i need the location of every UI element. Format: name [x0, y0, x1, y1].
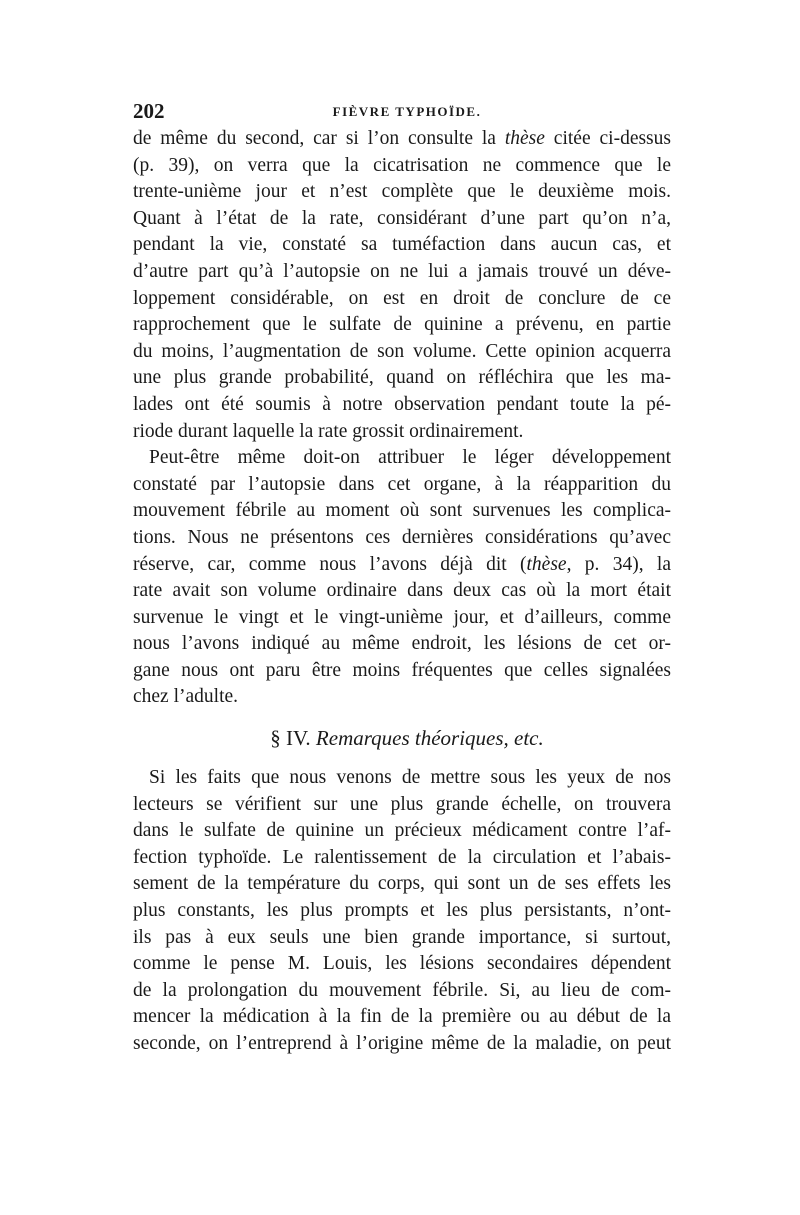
- section-heading: [133, 723, 671, 753]
- text-line: fection typhoïde. Le ralentissement de la circulation et l’abais-: [133, 846, 671, 868]
- text-line: une plus grande probabilité, quand on réfléchira que les ma-: [133, 367, 671, 389]
- text-line: gane nous ont paru être moins fréquentes que celles signalées: [133, 659, 671, 681]
- paragraph-1: [133, 126, 671, 445]
- paragraph-2: [133, 445, 671, 711]
- running-head: [133, 96, 671, 126]
- paragraph-3: [133, 765, 671, 1058]
- text-line: de la prolongation du mouvement fébrile. Si, au lieu de com-: [133, 979, 671, 1001]
- italic-term: thèse: [504, 128, 545, 149]
- text-line: (p. 39), on verra que la cicatrisation ne commence que le: [133, 154, 671, 176]
- text-line: tions. Nous ne présentons ces dernières considérations qu’avec: [133, 526, 671, 548]
- text-line: Peut-être même doit-on attribuer le léger développement: [149, 447, 671, 469]
- text-line: lades ont été soumis à notre observation pendant toute la pé-: [133, 393, 671, 415]
- text-line: du moins, l’augmentation de son volume. Cette opinion acquerra: [133, 340, 671, 362]
- text-line: réserve, car, comme nous l’avons déjà dit (thèse, p. 34), la: [133, 553, 671, 575]
- text-line: survenue le vingt et le vingt-unième jour, et d’ailleurs, comme: [133, 606, 671, 628]
- text-line: pendant la vie, constaté sa tuméfaction dans aucun cas, et: [133, 234, 671, 256]
- text-line: plus constants, les plus prompts et les plus persistants, n’ont-: [133, 900, 671, 922]
- text-line: sement de la température du corps, qui sont un de ses effets les: [133, 873, 671, 895]
- text-line: mencer la médication à la fin de la première ou au début de la: [133, 1006, 671, 1028]
- text-line: riode durant laquelle la rate grossit ordinairement.: [133, 420, 524, 442]
- running-title: FIÈVRE TYPHOÏDE.: [332, 104, 482, 119]
- text-line: trente-unième jour et n’est complète que le deuxième mois.: [133, 181, 671, 203]
- text-line: rapprochement que le sulfate de quinine a prévenu, en partie: [133, 314, 671, 336]
- text-line: ils pas à eux seuls une bien grande importance, si surtout,: [133, 926, 671, 948]
- text-line: lecteurs se vérifient sur une plus grande échelle, on trouvera: [133, 793, 671, 815]
- text-line: de même du second, car si l’on consulte la thèse citée ci-dessus: [133, 128, 671, 149]
- text-line: comme le pense M. Louis, les lésions secondaires dépendent: [133, 953, 671, 975]
- text-line: loppement considérable, on est en droit de conclure de ce: [133, 287, 671, 309]
- italic-term: thèse: [526, 553, 567, 575]
- text-line: Quant à l’état de la rate, considérant d’une part qu’on n’a,: [133, 207, 671, 229]
- section-title: Remarques théoriques, etc.: [315, 726, 544, 751]
- text-line: chez l’adulte.: [133, 686, 239, 708]
- text-line: mouvement fébrile au moment où sont survenues les complica-: [133, 500, 671, 522]
- book-page: [133, 96, 671, 1058]
- text-line: d’autre part qu’à l’autopsie on ne lui a jamais trouvé un déve-: [133, 260, 671, 282]
- section-number: § IV.: [270, 726, 316, 751]
- text-line: rate avait son volume ordinaire dans deux cas où la mort était: [133, 580, 671, 602]
- text-line: seconde, on l’entreprend à l’origine même de la maladie, on peut: [133, 1033, 671, 1054]
- text-line: dans le sulfate de quinine un précieux médicament contre l’af-: [133, 820, 671, 842]
- text-line: constaté par l’autopsie dans cet organe, à la réapparition du: [133, 473, 671, 495]
- text-line: Si les faits que nous venons de mettre sous les yeux de nos: [149, 767, 671, 789]
- text-line: nous l’avons indiqué au même endroit, les lésions de cet or-: [133, 633, 671, 655]
- page-number: 202: [133, 99, 165, 123]
